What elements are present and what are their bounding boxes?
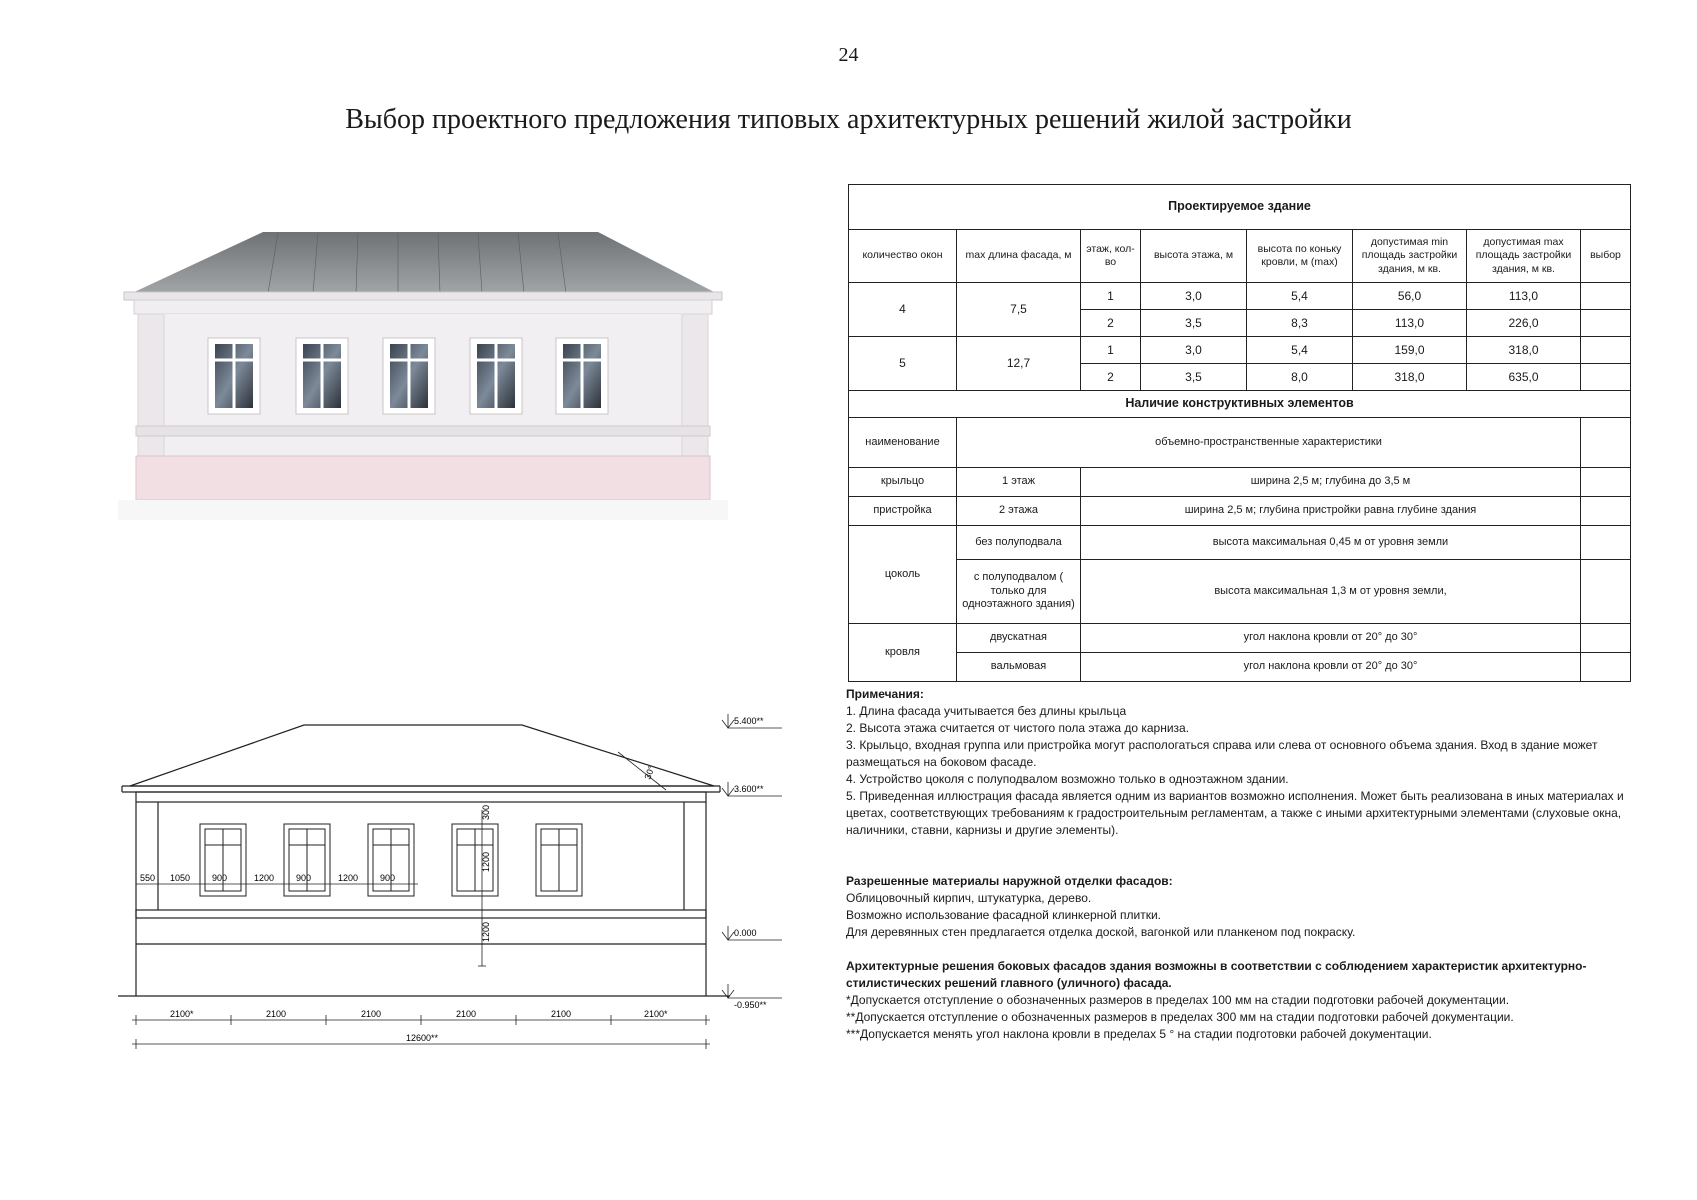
render-window: [383, 338, 435, 414]
select-cell[interactable]: [1581, 497, 1631, 526]
el-type: без полуподвала: [957, 526, 1081, 560]
section-title: Проектируемое здание: [849, 185, 1631, 230]
el-desc: ширина 2,5 м; глубина пристройки равна глубине здания: [1081, 497, 1581, 526]
select-cell[interactable]: [1581, 468, 1631, 497]
cell: 56,0: [1353, 283, 1467, 310]
render-window: [470, 338, 522, 414]
dim-total: 12600**: [406, 1033, 439, 1043]
select-cell[interactable]: [1581, 364, 1631, 391]
el-desc: угол наклона кровли от 20° до 30°: [1081, 653, 1581, 682]
select-cell[interactable]: [1581, 418, 1631, 468]
note-item: 4. Устройство цоколя с полуподвалом возможно только в одноэтажном здании.: [846, 772, 1289, 786]
col-header: количество окон: [849, 230, 957, 283]
el-desc: ширина 2,5 м; глубина до 3,5 м: [1081, 468, 1581, 497]
note-item: 2. Высота этажа считается от чистого пола этажа до карниза.: [846, 721, 1190, 735]
table-row: [849, 526, 1631, 560]
select-cell[interactable]: [1581, 624, 1631, 653]
cell: 3,0: [1141, 283, 1247, 310]
select-cell[interactable]: [1581, 337, 1631, 364]
col-header: max длина фасада, м: [957, 230, 1081, 283]
cell: 8,0: [1247, 364, 1353, 391]
table-row: [849, 624, 1631, 653]
col-header: допустимая min площадь застройки здания, м кв.: [1353, 230, 1467, 283]
facade-drawing-svg: [118, 690, 818, 1060]
el-header-name: наименование: [849, 418, 957, 468]
dim-bottom: 2100: [266, 1009, 287, 1019]
facade-render: [118, 230, 728, 560]
table-row: [849, 653, 1631, 682]
dim-bottom: 2100: [551, 1009, 572, 1019]
dim-bottom: 2100: [361, 1009, 382, 1019]
table-row: [849, 283, 1631, 310]
el-type: с полуподвалом ( только для одноэтажного здания): [957, 560, 1081, 624]
dim-h: 900: [380, 873, 396, 883]
cell: 113,0: [1353, 310, 1467, 337]
note-item: 5. Приведенная иллюстрация фасада является одним из вариантов возможно исполнения. Может быть реализована в иных материалах и цветах, соответствующих требованиям к градостроительным регламентам, а также с иными архитектурными элементами (слуховые окна, наличники, ставни, карнизы и другие элементы).: [846, 789, 1624, 837]
dim-v: 300: [481, 804, 491, 820]
page-number: 24: [838, 44, 859, 66]
col-header: этаж, кол-во: [1081, 230, 1141, 283]
cell: 2: [1081, 310, 1141, 337]
select-cell[interactable]: [1581, 283, 1631, 310]
material-item: Облицовочный кирпич, штукатурка, дерево.: [846, 891, 1092, 905]
dim-bottom: 2100*: [170, 1009, 194, 1019]
el-type: 2 этажа: [957, 497, 1081, 526]
table-row: [849, 560, 1631, 624]
dim-h: 900: [212, 873, 228, 883]
elev-mark: 0.000: [734, 928, 757, 938]
el-desc: высота максимальная 0,45 м от уровня земли: [1081, 526, 1581, 560]
render-window: [556, 338, 608, 414]
render-window: [208, 338, 260, 414]
cell: 5,4: [1247, 337, 1353, 364]
cell-windows: 4: [849, 283, 957, 337]
dim-bottom: 2100: [456, 1009, 477, 1019]
material-item: Для деревянных стен предлагается отделка доской, вагонкой или планкеном под покраску.: [846, 925, 1356, 939]
drawing-window: [452, 824, 498, 896]
el-type: 1 этаж: [957, 468, 1081, 497]
notes-block: [846, 686, 1626, 1043]
render-window: [296, 338, 348, 414]
el-type: вальмовая: [957, 653, 1081, 682]
cell: 318,0: [1467, 337, 1581, 364]
cell: 5,4: [1247, 283, 1353, 310]
facade-render-image: [118, 230, 728, 560]
table-row: [849, 337, 1631, 364]
materials-heading: Разрешенные материалы наружной отделки фасадов:: [846, 874, 1173, 888]
dim-h: 1200: [338, 873, 359, 883]
drawing-window: [284, 824, 330, 896]
cell: 8,3: [1247, 310, 1353, 337]
elev-mark: -0.950**: [734, 1000, 767, 1010]
table-row: [849, 497, 1631, 526]
cell: 3,5: [1141, 364, 1247, 391]
el-name: цоколь: [849, 526, 957, 624]
tolerance-note: *Допускается отступление о обозначенных размеров в пределах 100 мм на стадии подготовки рабочей документации.: [846, 993, 1510, 1007]
el-name: кровля: [849, 624, 957, 682]
elev-mark: 5.400**: [734, 716, 764, 726]
material-item: Возможно использование фасадной клинкерной плитки.: [846, 908, 1161, 922]
cell-windows: 5: [849, 337, 957, 391]
drawing-window: [536, 824, 582, 896]
cell: 635,0: [1467, 364, 1581, 391]
elev-mark: 3.600**: [734, 784, 764, 794]
dim-h: 900: [296, 873, 312, 883]
el-type: двускатная: [957, 624, 1081, 653]
drawing-window: [368, 824, 414, 896]
el-header-desc: объемно-пространственные характеристики: [957, 418, 1581, 468]
el-name: пристройка: [849, 497, 957, 526]
cell: 1: [1081, 337, 1141, 364]
tolerance-note: **Допускается отступление о обозначенных размеров в пределах 300 мм на стадии подготовки рабочей документации.: [846, 1010, 1514, 1024]
el-name: крыльцо: [849, 468, 957, 497]
page-title: Выбор проектного предложения типовых архитектурных решений жилой застройки: [345, 104, 1352, 135]
dim-v: 1200: [481, 921, 491, 942]
dim-h: 550: [140, 873, 156, 883]
select-cell[interactable]: [1581, 653, 1631, 682]
cell: 1: [1081, 283, 1141, 310]
cell: 3,5: [1141, 310, 1247, 337]
facade-drawing: [118, 690, 818, 1060]
dim-v: 1200: [481, 851, 491, 872]
drawing-window: [200, 824, 246, 896]
section-title: Наличие конструктивных элементов: [849, 391, 1631, 418]
col-header: выбор: [1581, 230, 1631, 283]
table-row: [849, 468, 1631, 497]
el-desc: угол наклона кровли от 20° до 30°: [1081, 624, 1581, 653]
dim-h: 1200: [254, 873, 275, 883]
dim-h: 1050: [170, 873, 191, 883]
roof-angle: 30°: [642, 764, 657, 781]
notes-heading: Примечания:: [846, 687, 924, 701]
col-header: высота по коньку кровли, м (max): [1247, 230, 1353, 283]
select-cell[interactable]: [1581, 310, 1631, 337]
cell-length: 12,7: [957, 337, 1081, 391]
side-facade-heading: Архитектурные решения боковых фасадов здания возможны в соответствии с соблюдением характеристик архитектурно-стилистических решений главного (уличного) фасада.: [846, 959, 1587, 990]
dim-bottom: 2100*: [644, 1009, 668, 1019]
col-header: высота этажа, м: [1141, 230, 1247, 283]
select-cell[interactable]: [1581, 526, 1631, 560]
cell-length: 7,5: [957, 283, 1081, 337]
tolerance-note: ***Допускается менять угол наклона кровли в пределах 5 ° на стадии подготовки рабочей документации.: [846, 1027, 1432, 1041]
spec-table: [848, 184, 1631, 682]
cell: 2: [1081, 364, 1141, 391]
note-item: 3. Крыльцо, входная группа или пристройка могут распологаться справа или слева от основного объема здания. Вход в здание может размещаться на боковом фасаде.: [846, 738, 1598, 769]
cell: 226,0: [1467, 310, 1581, 337]
select-cell[interactable]: [1581, 560, 1631, 624]
cell: 113,0: [1467, 283, 1581, 310]
cell: 318,0: [1353, 364, 1467, 391]
note-item: 1. Длина фасада учитывается без длины крыльца: [846, 704, 1127, 718]
el-desc: высота максимальная 1,3 м от уровня земли,: [1081, 560, 1581, 624]
cell: 159,0: [1353, 337, 1467, 364]
col-header: допустимая max площадь застройки здания, м кв.: [1467, 230, 1581, 283]
cell: 3,0: [1141, 337, 1247, 364]
